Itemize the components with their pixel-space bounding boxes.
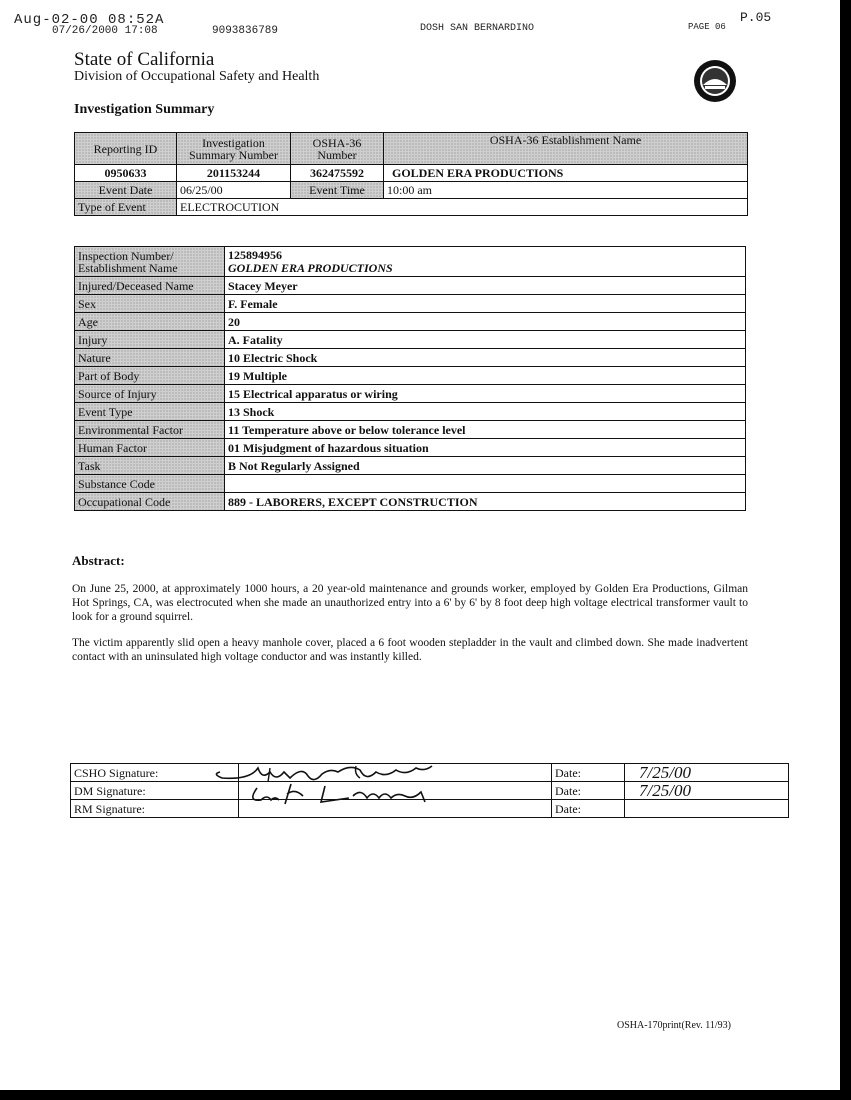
detail-label: Task <box>75 457 225 475</box>
csho-signature-label: CSHO Signature: <box>71 764 239 782</box>
detail-value: 20 <box>225 313 746 331</box>
osha36-number-header: OSHA-36 Number <box>291 133 384 165</box>
establishment-name: GOLDEN ERA PRODUCTIONS <box>228 260 393 275</box>
detail-label: Substance Code <box>75 475 225 493</box>
detail-value: 889 - LABORERS, EXCEPT CONSTRUCTION <box>225 493 746 511</box>
reporting-id-value: 0950633 <box>75 165 177 182</box>
dm-date-value: 7/25/00 <box>625 782 789 800</box>
detail-value: 19 Multiple <box>225 367 746 385</box>
detail-label: Nature <box>75 349 225 367</box>
detail-value: A. Fatality <box>225 331 746 349</box>
csho-date-label: Date: <box>552 764 625 782</box>
event-time-value: 10:00 am <box>384 182 748 199</box>
fax-line-date: 07/26/2000 17:08 <box>52 25 158 37</box>
fax-line-phone: 9093836789 <box>212 25 279 37</box>
fax-timestamp: Aug-02-00 08:52A <box>14 12 165 28</box>
event-time-label: Event Time <box>291 182 384 199</box>
event-type-value: ELECTROCUTION <box>177 199 748 216</box>
detail-label: Human Factor <box>75 439 225 457</box>
detail-label: Part of Body <box>75 367 225 385</box>
detail-value <box>225 247 746 277</box>
detail-label: Event Type <box>75 403 225 421</box>
detail-value: 01 Misjudgment of hazardous situation <box>225 439 746 457</box>
fax-page-stamp: P.05 <box>740 10 772 25</box>
table-row <box>75 439 746 457</box>
table-row <box>75 295 746 313</box>
inspection-number: 125894956 <box>228 247 282 262</box>
osha36-number-value: 362475592 <box>291 165 384 182</box>
table-row <box>75 247 746 277</box>
table-row <box>75 313 746 331</box>
abstract-paragraph-1: On June 25, 2000, at approximately 1000 hours, a 20 year-old maintenance and grounds worker, employed by Golden Era Productions, Gilman Hot Springs, CA, was electrocuted when she made an unauthorized entry into a 6' by 6' by 8 foot deep high voltage electrical transformer vault to look for a ground squirrel. <box>72 583 748 623</box>
fax-line-office: DOSH SAN BERNARDINO <box>420 23 535 34</box>
summary-table <box>74 132 748 216</box>
dm-date-label: Date: <box>552 782 625 800</box>
state-heading: State of California <box>74 49 215 70</box>
state-seal-icon <box>693 59 737 103</box>
rm-date-label: Date: <box>552 800 625 818</box>
detail-value: 11 Temperature above or below tolerance level <box>225 421 746 439</box>
table-row <box>75 457 746 475</box>
table-row <box>75 475 746 493</box>
table-row <box>75 367 746 385</box>
table-row <box>75 421 746 439</box>
abstract-body <box>72 582 748 664</box>
detail-label: Sex <box>75 295 225 313</box>
detail-label: Source of Injury <box>75 385 225 403</box>
scan-border-right <box>840 0 851 1100</box>
detail-value: 15 Electrical apparatus or wiring <box>225 385 746 403</box>
table-row <box>75 277 746 295</box>
table-row <box>75 385 746 403</box>
abstract-heading: Abstract: <box>72 553 125 568</box>
page-title: Investigation Summary <box>74 102 215 117</box>
event-date-label: Event Date <box>75 182 177 199</box>
form-id: OSHA-170print(Rev. 11/93) <box>617 1020 731 1031</box>
scan-border-bottom <box>0 1090 851 1100</box>
detail-value: Stacey Meyer <box>225 277 746 295</box>
rm-date-value <box>625 800 789 818</box>
table-row <box>75 403 746 421</box>
detail-table <box>74 246 746 511</box>
division-heading: Division of Occupational Safety and Health <box>74 69 320 84</box>
establishment-name-value: GOLDEN ERA PRODUCTIONS <box>384 165 748 182</box>
csho-date-value: 7/25/00 <box>625 764 789 782</box>
abstract-paragraph-2: The victim apparently slid open a heavy manhole cover, placed a 6 foot wooden stepladder in the vault and climbed down. She made inadvertent contact with an uninsulated high voltage conductor and was instantly killed. <box>72 637 748 663</box>
event-type-label: Type of Event <box>75 199 177 216</box>
detail-label: Injury <box>75 331 225 349</box>
inv-summary-number-value: 201153244 <box>177 165 291 182</box>
osha36-establishment-header: OSHA-36 Establishment Name <box>384 133 748 165</box>
detail-label: Age <box>75 313 225 331</box>
detail-value: F. Female <box>225 295 746 313</box>
fax-page-label: PAGE 06 <box>688 22 726 32</box>
dm-signature-label: DM Signature: <box>71 782 239 800</box>
detail-value: 13 Shock <box>225 403 746 421</box>
table-row <box>75 349 746 367</box>
dm-signature-scribble <box>245 780 455 810</box>
detail-label: Occupational Code <box>75 493 225 511</box>
event-date-value: 06/25/00 <box>177 182 291 199</box>
reporting-id-header: Reporting ID <box>75 133 177 165</box>
detail-value <box>225 475 746 493</box>
detail-value: B Not Regularly Assigned <box>225 457 746 475</box>
detail-label: Injured/Deceased Name <box>75 277 225 295</box>
rm-signature-label: RM Signature: <box>71 800 239 818</box>
table-row <box>75 331 746 349</box>
table-row <box>75 493 746 511</box>
detail-value: 10 Electric Shock <box>225 349 746 367</box>
detail-label: Inspection Number/ Establishment Name <box>75 247 225 277</box>
inv-summary-number-header: Investigation Summary Number <box>177 133 291 165</box>
detail-label: Environmental Factor <box>75 421 225 439</box>
